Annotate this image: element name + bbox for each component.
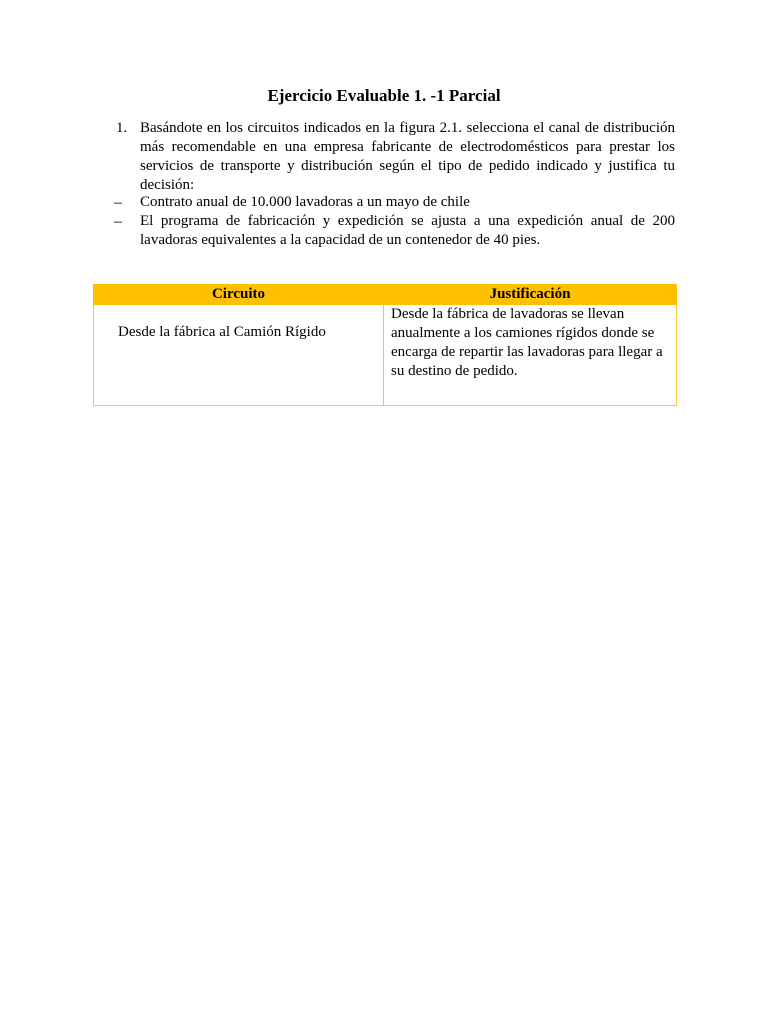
dash-marker: – — [114, 213, 122, 230]
table-header-row — [94, 285, 677, 305]
bullet-text: Contrato anual de 10.000 lavadoras a un mayo de chile — [140, 194, 470, 210]
question-text: Basándote en los circuitos indicados en la figura 2.1. selecciona el canal de distribución más recomendable en una empresa fabricante de electrodomésticos para prestar los servicios de transporte y distribución según el tipo de pedido indicado y justifica tu decisión: — [140, 120, 675, 193]
column-header-circuito: Circuito — [94, 285, 384, 305]
table-cell-justificacion — [384, 305, 677, 406]
bullet-text: El programa de fabricación y expedición se ajusta a una expedición anual de 200 lavadoras equivalentes a la capacidad de un contenedor de 40 pies. — [140, 213, 675, 248]
table-row — [94, 305, 677, 406]
circuito-text: Desde la fábrica al Camión Rígido — [118, 324, 326, 340]
justificacion-text: Desde la fábrica de lavadoras se llevan anualmente a los camiones rígidos donde se encarga de repartir las lavadoras para llegar a su destino de pedido. — [391, 306, 663, 379]
table-cell-circuito — [94, 305, 384, 406]
question-item — [116, 119, 675, 195]
dash-marker: – — [114, 194, 122, 211]
bullet-item — [114, 212, 675, 250]
bullet-item — [114, 193, 675, 212]
column-header-justificacion: Justificación — [384, 285, 677, 305]
page-title: Ejercicio Evaluable 1. -1 Parcial — [267, 86, 501, 105]
question-number: 1. — [116, 120, 128, 136]
answer-table — [93, 284, 677, 406]
